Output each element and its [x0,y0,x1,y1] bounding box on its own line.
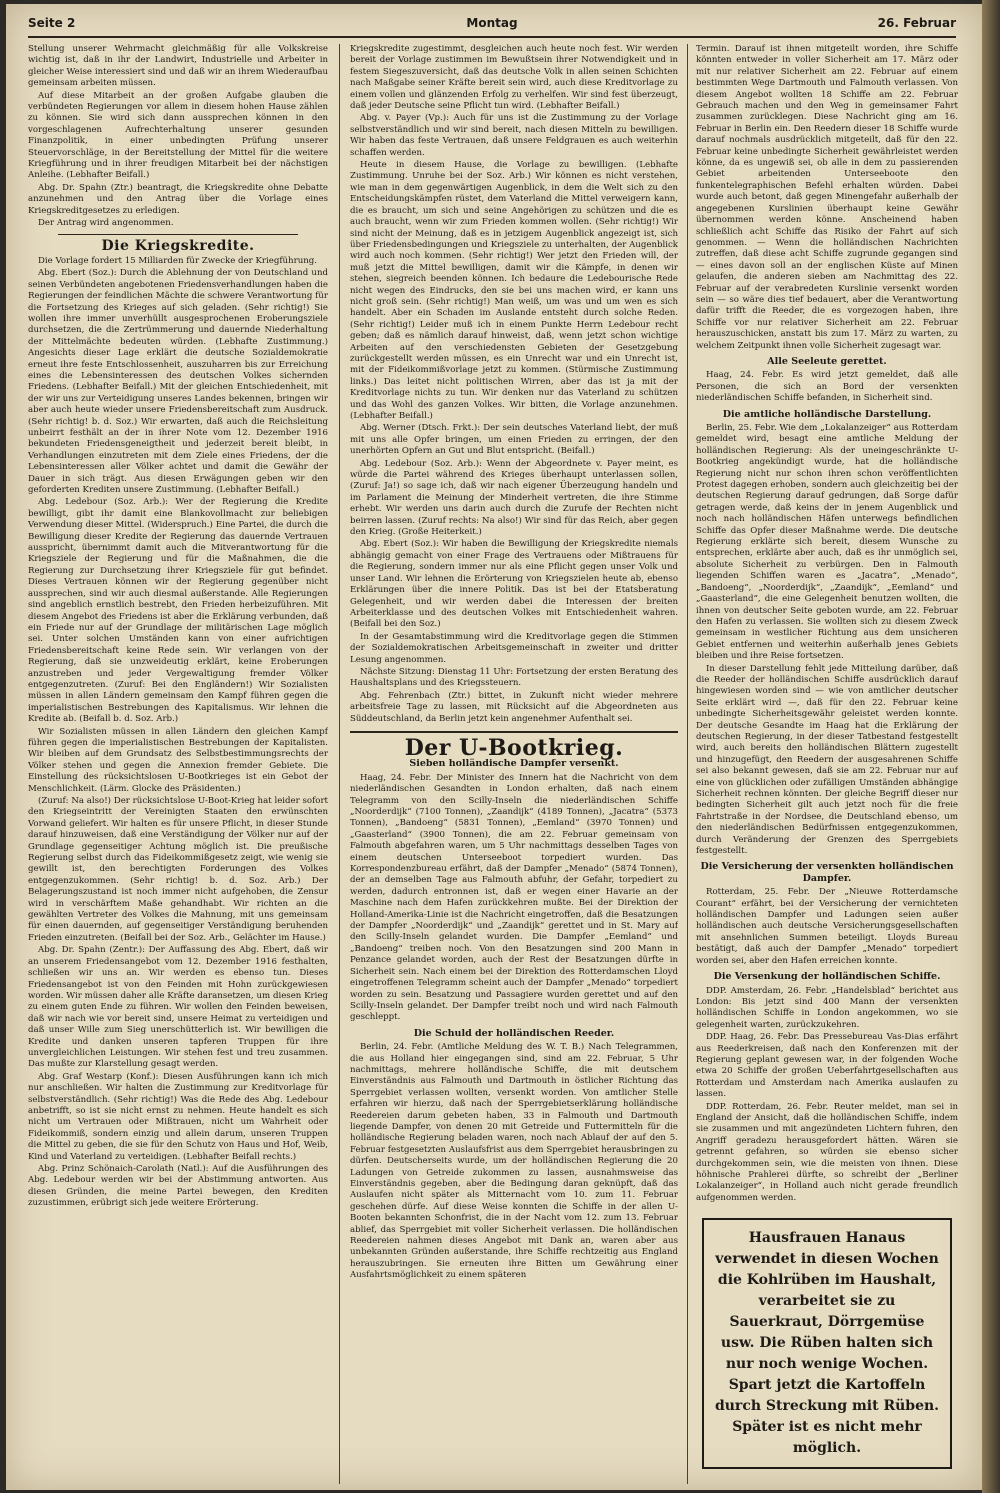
newspaper-page [6,4,982,1490]
article-paragraph: Abg. Ledebour (Soz. Arb.): Wer der Regierung die Kredite bewilligt, gibt ihr damit eine Blankovollmacht zur beliebigen Verwendung dieser Mittel. (Widerspruch.) Eine Partei, die durch die Bewilligung dieser Kredite der Regierung das dauernde Vertrauen ausspricht, übernimmt damit auch die Mitverantwortung für die Kriegsziele der Regierung und für die Maßnahmen, die die Regierung zur Durchsetzung ihrer Kriegsziele für gut befindet. Dieses Vertrauen können wir der Regierung gegenüber nicht aussprechen, sind wir auch diesmal außerstande. Alle Regierungen sind angeblich ernstlich bestrebt, den Frieden herbeizuführen. Mit diesem Angebot des Friedens ist aber die Erklärung verbunden, daß ein Friede nur auf der Grundlage der militärischen Lage möglich sei. Unter solchen Umständen kann von einer aufrichtigen Friedensbereitschaft keine Rede sein. Wir verlangen von der Regierung, daß sie unzweideutig erklärt, keine Eroberungen anzustreben und jeder Vergewaltigung fremder Völker entgegenzutreten. (Zuruf: Bei den Engländern!) Wir Sozialisten müssen in allen Ländern gemeinsam den Kampf führen gegen die imperialistischen Bestrebungen des Kapitalismus. Wir lehnen die Kredite ab. (Beifall b. d. Soz. Arb.) [28,497,328,725]
article-paragraph: Abg. v. Payer (Vp.): Auch für uns ist die Zustimmung zu der Vorlage selbstverständlich und wir sind bereit, nach diesen Mitteln zu bewilligen. Wir haben das feste Vertrauen, daß unsere Feldgrauen es auch weiterhin schaffen werden. [350,113,678,158]
subheading: Sieben holländische Dampfer versenkt. [409,758,619,770]
heading-kriegskredite: Die Kriegskredite. [101,237,255,254]
article-paragraph: Kriegskredite zugestimmt, desgleichen auch heute noch fest. Wir werden bereit der Vorlage zustimmen im Bewußtsein ihrer Notwendigkeit und in festem Siegeszuversicht, daß das deutsche Volk in allen seinen Schichten nach Maßgabe seiner Kräfte bereit sein wird, auch diese Kreditvorlage zu einem vollen und glänzenden Erfolg zu verhelfen. Wir sind fest überzeugt, daß jeder Deutsche seine Pflicht tun wird. (Lebhafter Beifall.) [350,44,678,112]
article-paragraph: Heute in diesem Hause, die Vorlage zu bewilligen. (Lebhafte Zustimmung. Unruhe bei der Soz. Arb.) Wir können es nicht verstehen, wie man in dem gegenwärtigen Augenblick, in dem die Welt sich zu den Entscheidungskämpfen rüstet, dem Vaterland die Mittel verweigern kann, die es braucht, um sich und seine Angehörigen zu schützen und die es auch braucht, wenn wir zum Frieden kommen wollen. (Sehr richtig!) Wir sind nicht der Meinung, daß es in jetzigem Augenblick angezeigt ist, sich über Friedensbedingungen und Kriegsziele zu unterhalten, der Augenblick wird auch noch kommen. (Sehr richtig!) Wer jetzt den Frieden will, der muß jetzt die Mittel bewilligen, damit wir die Kämpfe, in denen wir stehen, siegreich beenden können. Ich bedaure die Ledebourische Rede nicht wegen des Eindrucks, den sie bei uns machen wird, er kann uns nicht groß sein. (Sehr richtig!) Man weiß, um was und um wen es sich handelt. Aber ein Schaden im Auslande entsteht durch solche Reden. (Sehr richtig!) Leider muß ich in einem Punkte Herrn Ledebour recht geben; daß es nämlich darauf hinweist, daß, wenn jetzt schon wichtige Arbeiten auf den verschiedensten Gebieten der Gesetzgebung zurückgestellt werden müssen, es ein Unrecht war und ein Unrecht ist, mit der Fideikommißvorlage jetzt zu kommen. (Stürmische Zustimmung links.) Das leitet nicht politischen Wirren, aber das ist ja mit der Kreditvorlage nichts zu tun. Wir denken nur das Vaterland zu schützen und das Wohl des ganzen Volkes. Wir bitten, die Vorlage anzunehmen. (Lebhafter Beifall.) [350,160,678,421]
article-paragraph: Wir Sozialisten müssen in allen Ländern den gleichen Kampf führen gegen die imperialistischen Bestrebungen der Kapitalisten. Wir bleiben auf dem Grundsatz des Selbstbestimmungsrechts der Völker stehen und gegen die Annexion fremder Gebiete. Die Einstellung des rücksichtslosen U-Bootkrieges ist ein Gebot der Menschlichkeit. (Lärm. Glocke des Präsidenten.) [28,726,328,794]
advertisement-box [702,1218,952,1469]
article-paragraph: Berlin, 25. Febr. Wie dem „Lokalanzeiger“ aus Rotterdam gemeldet wird, besagt eine amtliche Meldung der holländischen Regierung: Als der uneingeschränkte U-Bootkrieg angekündigt wurde, hat die holländische Regierung nicht nur schon ihren schon veröffentlichten Protest dagegen erhoben, sondern auch gleichzeitig bei der deutschen Regierung darauf gedrungen, daß Sorge dafür getragen werde, daß keins der in jenem Augenblick und noch nach holländischen Häfen unterwegs befindlichen Schiffe das Opfer dieser Maßnahme werde. Die deutsche Regierung erklärte sich bereit, diesem Wunsche zu entsprechen, erklärte aber auch, daß es ihr unmöglich sei, absolute Sicherheit zu verbürgen. Den in Falmouth liegenden Schiffen waren es „Jacatra“, „Menado“, „Bandoeng“, „Noorderdijk“, „Zaandijk“, „Eemland“ und „Gaasterland“, die eine Gelegenheit benutzen wollten, die ihnen von deutscher Seite geboten wurde, am 22. Februar den Hafen zu verlassen. Sie wollten sich zu diesem Zweck gemeinsam in westlicher Richtung aus dem unsicheren Gebiet entfernen und weiterhin außerhalb jenes Gebiets bleiben und ihre Reise fortsetzen. [696,423,958,662]
column-rule [339,44,340,1484]
article-paragraph: DDP. Rotterdam, 26. Febr. Reuter meldet, man sei in England der Ansicht, daß die holländischen Schiffe, indem sie zusammen und mit angezündeten Lichtern fuhren, den Angriff geradezu herausgefordert hätten. Wären sie getrennt gefahren, so würden sie ebenso sicher durchgekommen sein, wie die meisten von ihnen. Diese höhnische Prahlerei dürfte, so schreibt der „Berliner Lokalanzeiger“, in Holland auch nicht gerade freundlich aufgenommen werden. [696,1101,958,1203]
header-date: 26. Februar [877,16,956,30]
column-2 [350,44,678,1484]
subheading: Alle Seeleute gerettet. [767,355,887,367]
article-paragraph: Abg. Fehrenbach (Ztr.) bittet, in Zukunft nicht wieder mehrere arbeitsfreie Tage zu lassen, mit Rücksicht auf die Abgeordneten aus Süddeutschland, da Berlin jetzt kein angenehmer Aufenthalt sei. [350,690,678,724]
divider [350,731,678,733]
article-paragraph: Abg. Werner (Dtsch. Frkt.): Der sein deutsches Vaterland liebt, der muß mit uns alle Opfer bringen, um einen Frieden zu erringen, der den unerhörten Opfern an Gut und Blut entspricht. (Beifall.) [350,423,678,457]
article-paragraph: Abg. Ebert (Soz.): Durch die Ablehnung der von Deutschland und seinen Verbündeten angebotenen Friedensverhandlungen haben die Regierungen der feindlichen Mächte die schwere Verantwortung für die Fortsetzung des Krieges auf sich geladen. (Sehr richtig!) Sie wollen ihre immer unverhüllt ausgesprochenen Eroberungsziele durchsetzen, die die Zertrümmerung und dauernde Niederhaltung der Mittelmächte bedeuten würden. (Lebhafte Zustimmung.) Angesichts dieser Lage erklärt die deutsche Sozialdemokratie erneut ihre feste Entschlossenheit, auszuharren bis zur Erreichung eines die Lebensinteressen des deutschen Volkes sichernden Friedens. (Lebhafter Beifall.) Mit der gleichen Entschiedenheit, mit der wir uns zur Verteidigung unseres Landes bekennen, bringen wir aber auch heute wieder unsere Friedensbereitschaft zum Ausdruck. (Sehr richtig! b. d. Soz.) Wir erwarten, daß auch die Reichsleitung unbeirrt festhält an der in ihrer Note vom 12. Dezember 1916 bekundeten Friedensgeneigtheit und jederzeit bereit bleibt, in Verhandlungen einzutreten mit dem Ziele eines Friedens, der die Lebensinteressen aller Völker achtet und damit die Gewähr der Dauer in sich trägt. Aus diesen Erwägungen geben wir den geforderten Krediten unsere Zustimmung. (Lebhafter Beifall.) [28,268,328,496]
subheading: Die Versicherung der versenkten holländischen Dampfer. [700,861,954,884]
article-paragraph: Abg. Graf Westarp (Konf.): Diesen Ausführungen kann ich mich nur anschließen. Wir halten die Zustimmung zur Kreditvorlage für selbstverständlich. (Sehr richtig!) Was die Rede des Abg. Ledebour anbetrifft, so ist sie nicht ernst zu nehmen. Heute handelt es sich nicht um Vertrauen oder Mißtrauen, nicht um Wahrheit oder Fideikommiß, sondern einzig und allein darum, unseren Truppen die Mittel zu geben, die sie für den Schutz von Haus und Hof, Weib, Kind und Vaterland zu verteidigen. (Lebhafter Beifall rechts.) [28,1071,328,1162]
article-paragraph: Abg. Ebert (Soz.): Wir haben die Bewilligung der Kriegskredite niemals abhängig gemacht von einer Frage des Vertrauens oder Mißtrauens für die Regierung, sondern immer nur als eine Pflicht gegen unser Volk und unser Land. Wir lehnen die Erörterung von Kriegszielen heute ab, ebenso Erklärungen über die innere Politik. Das ist bei der Etatsberatung Gelegenheit, und wir werden dabei die Interessen der breiten Arbeiterklasse und des deutschen Volkes mit Entschiedenheit wahren. (Beifall bei den Soz.) [350,539,678,630]
article-paragraph: Haag, 24. Febr. Der Minister des Innern hat die Nachricht von dem niederländischen Gesandten in London erhalten, daß nach einem Telegramm von den Scilly-Inseln die niederländischen Schiffe „Noorderdijk“ (7100 Tonnen), „Zaandijk“ (4189 Tonnen), „Jacatra“ (5373 Tonnen), „Bandoeng“ (5831 Tonnen), „Eemland“ (3970 Tonnen) und „Gaasterland“ (3900 Tonnen), die am 22. Februar gemeinsam von Falmouth abgefahren waren, um 5 Uhr nachmittags desselben Tages von einem deutschen Unterseeboot torpediert wurden. Das Korrespondenzbureau erfährt, daß der Dampfer „Menado“ (5874 Tonnen), der an demselben Tage aus Falmouth abfuhr, der Gefahr, torpediert zu werden, dadurch entronnen ist, daß er wegen einer Havarie an der Maschine nach dem Hafen zurückkehren mußte. Bei der Direktion der Holland-Amerika-Linie ist die Nachricht eingetroffen, daß die Besatzungen der Dampfer „Noorderdijk“ und „Zaandijk“ gerettet und in St. Mary auf den Scilly-Inseln gelandet wurden. Die Dampfer „Eemland“ und „Bandoeng“ treiben noch. Von den Besatzungen sind 200 Mann in Penzance gelandet worden, auch der Rest der Besatzungen dürfte in Sicherheit sein. Nach einem bei der Direktion des Rotterdamschen Lloyd eingetroffenen Telegramm scheint auch der Dampfer „Menado“ torpediert worden zu sein. Besatzung und Passagiere wurden gerettet und auf den Scilly-Inseln gelandet. Der Dampfer treibt noch und wird nach Falmouth geschleppt. [350,772,678,1023]
heading-u-bootkrieg: Der U-Bootkrieg. [404,734,624,761]
article-paragraph: Abg. Dr. Spahn (Zentr.): Der Auffassung des Abg. Ebert, daß wir an unserem Friedensangebot vom 12. Dezember 1916 festhalten, schließen wir uns an. Wir werden es ebenso tun. Dieses Friedensangebot ist von den Feinden mit Hohn zurückgewiesen worden. Wir müssen daher alle Kräfte daransetzen, um diesen Krieg zu einem guten Ende zu führen. Wir wollen den Feinden beweisen, daß wir nach wie vor bereit sind, unsere Heimat zu verteidigen und daß unser Wille zum Sieg unerschütterlich ist. Wir bewilligen die Kredite und danken unseren tapferen Truppen für ihre unvergleichlichen Leistungen. Wir stehen fest und treu zusammen. Das mußte zur Klarstellung gesagt werden. [28,945,328,1070]
column-3 [696,44,958,1484]
article-paragraph: Der Antrag wird angenommen. [38,218,174,229]
divider [58,234,298,235]
article-paragraph: (Zuruf: Na also!) Der rücksichtslose U-Boot-Krieg hat leider sofort den Kriegseintritt der Vereinigten Staaten den erwünschten Vorwand geliefert. Wir halten es für unsere Pflicht, in dieser Stunde darauf hinzuweisen, daß eine Verständigung der Völker nur auf der Grundlage gegenseitiger Achtung möglich ist. Die preußische Regierung selbst durch das Fideikommißgesetz zeigt, wie wenig sie gewillt ist, den berechtigten Forderungen des Volkes entgegenzukommen. (Sehr richtig! b. d. Soz. Arb.) Der Belagerungszustand ist noch immer nicht aufgehoben, die Zensur wird in verschärftem Maße gehandhabt. Wir richten an die gewählten Vertreter des Volkes die Mahnung, mit uns gemeinsam für einen dauernden, auf gegenseitiger Verständigung beruhenden Frieden einzutreten. (Beifall bei der Soz. Arb., Gelächter im Hause.) [28,796,328,943]
article-paragraph: Berlin, 24. Febr. (Amtliche Meldung des W. T. B.) Nach Telegrammen, die aus Holland hier eingegangen sind, sind am 22. Februar, 5 Uhr nachmittags, mehrere holländische Schiffe, die mit deutschem Einverständnis aus Falmouth und Dartmouth in östlicher Richtung das Sperrgebiet verlassen wollten, versenkt worden. Von amtlicher Stelle erfahren wir hierzu, daß nach der Sperrgebietserklärung holländische Reedereien darum gebeten haben, 33 in Falmouth und Dartmouth liegende Dampfer, von denen 20 mit Getreide und Futtermitteln für die holländische Regierung beladen waren, noch nach Ablauf der auf den 5. Februar festgesetzten Auslaufsfrist aus dem Sperrgebiet herausbringen zu dürfen. Deutscherseits wurde, um der holländischen Regierung die 20 Ladungen von Getreide zukommen zu lassen, ausnahmsweise das Einverständnis gegeben, aber die Bedingung daran geknüpft, daß das Auslaufen nicht später als Mitternacht vom 10. zum 11. Februar geschehen dürfe. Auf diese Weise konnten die Schiffe in der allen U-Booten bekannten Schonfrist, die in der Nacht vom 12. zum 13. Februar ablief, das Sperrgebiet mit voller Sicherheit verlassen. Die holländischen Reedereien nahmen dieses Angebot mit Dank an, waren aber aus unbekannten Gründen außerstande, ihre Schiffe rechtzeitig aus England herauszubringen. Sie erneuten ihre Bitten um Gewährung einer Ausfahrtsmöglichkeit zu einem späteren [350,1042,678,1281]
article-paragraph: DDP. Amsterdam, 26. Febr. „Handelsblad“ berichtet aus London: Bis jetzt sind 400 Mann der versenkten holländischen Schiffe in London angekommen, wo sie gelegenheit warten, zurückzukehren. [696,985,958,1030]
article-paragraph: Stellung unserer Wehrmacht gleichmäßig für alle Volkskreise wichtig ist, daß in ihr der Landwirt, Industrielle und Arbeiter in gleicher Weise interessiert sind und daß wir an ihrem Wiederaufbau gemeinsam arbeiten müssen. [28,44,328,89]
subheading: Die Versenkung der holländischen Schiffe. [713,971,941,983]
article-paragraph: Abg. Ledebour (Soz. Arb.): Wenn der Abgeordnete v. Payer meint, es würde die Partei während des Krieges überhaupt unterlassen sollen, (Zuruf: Ja!) so sage ich, daß wir nach eigener Überzeugung handeln und im Parlament die Meinung der Minderheit vertreten, die ihre Stimme erhebt. Wir werden uns darin auch durch die Zurufe der Rechten nicht beirren lassen. (Zuruf rechts: Na also!) Wir sind für das Reich, aber gegen den Krieg. (Große Heiterkeit.) [350,458,678,538]
article-paragraph: Nächste Sitzung: Dienstag 11 Uhr: Fortsetzung der ersten Beratung des Haushaltsplans und des Kriegssteuern. [350,666,678,689]
subheading: Die Schuld der holländischen Reeder. [413,1027,615,1039]
column-rule [687,44,688,1484]
page-header [28,14,956,38]
subheading: Die amtliche holländische Darstellung. [722,408,932,420]
article-paragraph: Auf diese Mitarbeit an der großen Aufgabe glauben die verbündeten Regierungen vor allem in diesem hohen Hause zählen zu können. Sie wird sich dann aussprechen können in den vorgeschlagenen Aufrechterhaltung unserer gesunden Finanzpolitik, in einer unbedingten Prüfung unserer Steuervorschläge, in der Bereitstellung der Mittel für die weitere Kriegführung und in ihrer freudigen Mitarbeit bei der nächstigen Anleihe. (Lebhafter Beifall.) [28,90,328,181]
article-paragraph: Rotterdam, 25. Febr. Der „Nieuwe Rotterdamsche Courant“ erfährt, bei der Versicherung der vernichteten holländischen Dampfer und Ladungen seien außer holländischen auch deutsche Versicherungsgesellschaften mit ansehnlichen Summen beteiligt. Lloyds Bureau bestätigt, daß auch der Dampfer „Menado“ torpediert worden sei, aber den Hafen erreichen konnte. [696,887,958,966]
article-paragraph: Haag, 24. Febr. Es wird jetzt gemeldet, daß alle Personen, die sich an Bord der versenkten niederländischen Schiffe befanden, in Sicherheit sind. [696,370,958,404]
header-day: Montag [466,16,518,30]
article-paragraph: Abg. Prinz Schönaich-Carolath (Natl.): Auf die Ausführungen des Abg. Ledebour werden wir bei der Abstimmung antworten. Aus diesen Gründen, die meine Partei bewegen, den Krediten zuzustimmen, erübrigt sich jede weitere Erörterung. [28,1164,328,1209]
page-edge-shadow [982,0,1000,1493]
article-paragraph: Die Vorlage fordert 15 Milliarden für Zwecke der Kriegführung. [38,255,317,266]
article-paragraph: In der Gesamtabstimmung wird die Kreditvorlage gegen die Stimmen der Sozialdemokratischen Arbeitsgemeinschaft in zweiter und dritter Lesung angenommen. [350,631,678,665]
article-paragraph: Abg. Dr. Spahn (Ztr.) beantragt, die Kriegskredite ohne Debatte anzunehmen und den Antrag über die Vorlage eines Kriegskreditgesetzes zu erledigen. [28,182,328,216]
article-paragraph: DDP. Haag, 26. Febr. Das Pressebureau Vas-Dias erfährt aus Reederkreisen, daß nach den Konferenzen mit der Regierung geplant gewesen war, in der folgenden Woche etwa 20 Schiffe der großen Ueberfahrtgesellschaften aus Rotterdam und Amsterdam nach Amerika auslaufen zu lassen. [696,1032,958,1100]
column-1 [28,44,328,1484]
article-paragraph: In dieser Darstellung fehlt jede Mitteilung darüber, daß die Reeder der holländischen Schiffe ausdrücklich darauf hingewiesen worden sind — wie von amtlicher deutscher Seite erklärt wird —, daß für den 22. Februar keine unbedingte Sicherheitsgewähr geleistet werden konnte. Der deutsche Gesandte im Haag hat die Erklärung der deutschen Regierung, in der dieser Tatbestand festgestellt wird, auch bereits den holländischen Blättern zugestellt und hinzugefügt, den Reedern der ausgesahrenen Schiffe sei also bekannt gewesen, daß sie am 22. Februar nur auf eine von glücklichen oder zufälligen Umständen abhängige Sicherheit rechnen könnten. Der gleiche Begriff dieser nur bedingten Sicherheit gilt auch jetzt noch für die freie Fahrtstraße in der Nordsee, die Deutschland ebenso, um den niederländischen Bedürfnissen entgegenzukommen, durch Veränderung der Grenzen des Sperrgebiets festgestellt. [696,663,958,857]
article-paragraph: Termin. Darauf ist ihnen mitgeteilt worden, ihre Schiffe könnten entweder in voller Sicherheit am 17. März oder mit nur relativer Sicherheit am 22. Februar auf einem bestimmten Wege Dartmouth und Falmouth verlassen. Von diesem Angebot wollten 18 Schiffe am 22. Februar Gebrauch machen und den Weg in gemeinsamer Fahrt zusammen zurücklegen. Diese Nachricht ging am 16. Februar in Berlin ein. Den Reedern dieser 18 Schiffe wurde darauf nochmals ausdrücklich mitgeteilt, daß für den 22. Februar keine unbedingte Sicherheit gewährleistet werden könne, da es ungewiß sei, ob alle in dem zu passierenden Gebiet arbeitenden Unterseeboote den funkentelegraphischen Befehl erhalten würden. Dabei wurde auch betont, daß gegen Minengefahr außerhalb der angegebenen Kurslinien überhaupt keine Gewähr übernommen werden könne. Anscheinend haben schließlich acht Schiffe das Risiko der Fahrt auf sich genommen. — Wenn die holländischen Nachrichten zutreffen, daß diese acht Schiffe zugrunde gegangen sind — eines davon soll an der englischen Küste auf Minen gelaufen, die anderen sieben am Nachmittag des 22. Februar auf der verabredeten Kurslinie versenkt worden sein — so wäre dies tief bedauert, aber die Verantwortung dafür trifft die Reeder, die es vorgezogen haben, ihre Schiffe vor nur relativer Sicherheit am 22. Februar herauszuschicken, anstatt bis zum 17. März zu warten, zu welchem Zeitpunkt ihnen volle Sicherheit zugesagt war. [696,44,958,351]
page-number: Seite 2 [28,16,76,30]
advertisement-text: Hausfrauen Hanaus verwendet in diesen Wochen die Kohlrüben im Haushalt, verarbeitet sie zu Sauerkraut, Dörrgemüse usw. Die Rüben halten sich nur noch wenige Wochen. Spart jetzt die Kartoffeln durch Streckung mit Rüben. Später ist es nicht mehr möglich. [714,1230,940,1457]
